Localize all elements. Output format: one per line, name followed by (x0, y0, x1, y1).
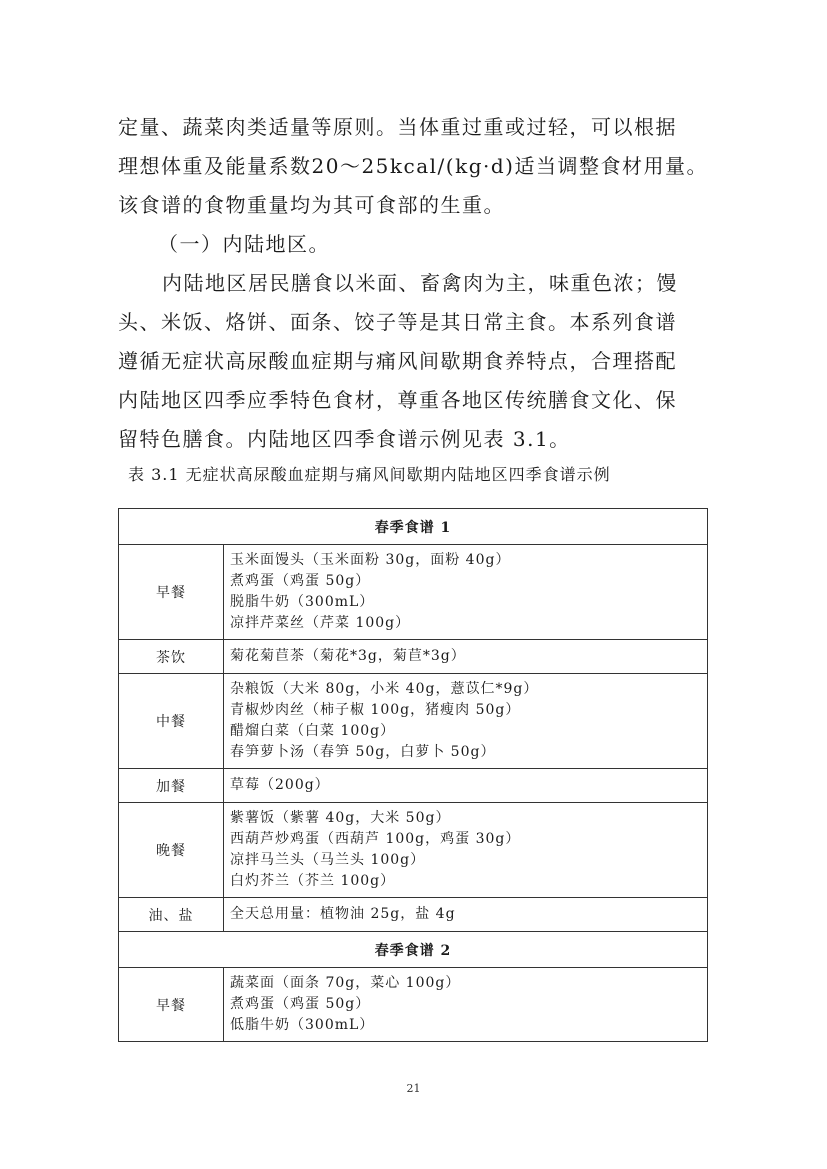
food-item: 醋熘白菜（白菜 100g） (230, 723, 396, 739)
table-row (119, 803, 708, 898)
table-row (119, 545, 708, 640)
meal-items (224, 769, 708, 803)
food-item: 凉拌芹菜丝（芹菜 100g） (230, 615, 411, 631)
table-row (119, 640, 708, 674)
food-item: 玉米面馒头（玉米面粉 30g，面粉 40g） (230, 552, 511, 568)
table-row (119, 674, 708, 769)
food-item: 青椒炒肉丝（柿子椒 100g，猪瘦肉 50g） (230, 702, 521, 718)
text-line: 定量、蔬菜肉类适量等原则。当体重过重或过轻，可以根据 (118, 115, 677, 139)
text-line: 该食谱的食物重量均为其可食部的生重。 (118, 193, 505, 217)
food-item: 脱脂牛奶（300mL） (230, 594, 375, 610)
table-caption: 表 3.1 无症状高尿酸血症期与痛风间歇期内陆地区四季食谱示例 (128, 465, 611, 484)
section-heading (118, 225, 710, 264)
food-item: 蔬菜面（面条 70g，菜心 100g） (230, 975, 461, 991)
meal-label: 茶饮 (119, 640, 224, 674)
meal-label: 早餐 (119, 545, 224, 640)
meal-label: 早餐 (119, 968, 224, 1042)
section-heading-text: （一）内陆地区。 (158, 232, 330, 256)
text-line: 内陆地区居民膳食以米面、畜禽肉为主，味重色浓；馒 (162, 271, 678, 295)
food-item: 菊花菊苣茶（菊花*3g，菊苣*3g） (230, 648, 466, 664)
meal-items (224, 803, 708, 898)
text-line: 留特色膳食。内陆地区四季食谱示例见表 3.1。 (118, 427, 571, 451)
food-item: 春笋萝卜汤（春笋 50g，白萝卜 50g） (230, 744, 496, 760)
meal-items (224, 898, 708, 932)
food-item: 凉拌马兰头（马兰头 100g） (230, 852, 426, 868)
food-item: 全天总用量：植物油 25g，盐 4g (230, 906, 456, 922)
table-row (119, 898, 708, 932)
paragraph-intro (118, 108, 710, 225)
food-item: 煮鸡蛋（鸡蛋 50g） (230, 573, 371, 589)
food-item: 低脂牛奶（300mL） (230, 1017, 375, 1033)
food-item: 白灼芥兰（芥兰 100g） (230, 873, 396, 889)
food-item: 西葫芦炒鸡蛋（西葫芦 100g，鸡蛋 30g） (230, 831, 521, 847)
text-line: 头、米饭、烙饼、面条、饺子等是其日常主食。本系列食谱 (118, 310, 677, 334)
season-menu-title: 春季食谱 1 (119, 509, 708, 545)
table-row (119, 769, 708, 803)
meal-items (224, 640, 708, 674)
meal-items (224, 968, 708, 1042)
text-line: 理想体重及能量系数20～25kcal/(kg·d)适当调整食材用量。 (118, 154, 708, 178)
meal-label: 晚餐 (119, 803, 224, 898)
table-row (119, 509, 708, 545)
page-number: 21 (406, 1082, 421, 1095)
food-item: 杂粮饭（大米 80g，小米 40g，薏苡仁*9g） (230, 681, 539, 697)
text-line: 内陆地区四季应季特色食材，尊重各地区传统膳食文化、保 (118, 388, 677, 412)
meal-label: 中餐 (119, 674, 224, 769)
meal-label: 加餐 (119, 769, 224, 803)
table-row (119, 968, 708, 1042)
meal-label: 油、盐 (119, 898, 224, 932)
food-item: 草莓（200g） (230, 777, 330, 793)
meal-items (224, 674, 708, 769)
text-line: 遵循无症状高尿酸血症期与痛风间歇期食养特点，合理搭配 (118, 349, 677, 373)
meal-items (224, 545, 708, 640)
menu-table (118, 508, 708, 1042)
food-item: 紫薯饭（紫薯 40g，大米 50g） (230, 810, 451, 826)
season-menu-title: 春季食谱 2 (119, 932, 708, 968)
table-row (119, 932, 708, 968)
food-item: 煮鸡蛋（鸡蛋 50g） (230, 996, 371, 1012)
paragraph-inland (118, 264, 710, 459)
